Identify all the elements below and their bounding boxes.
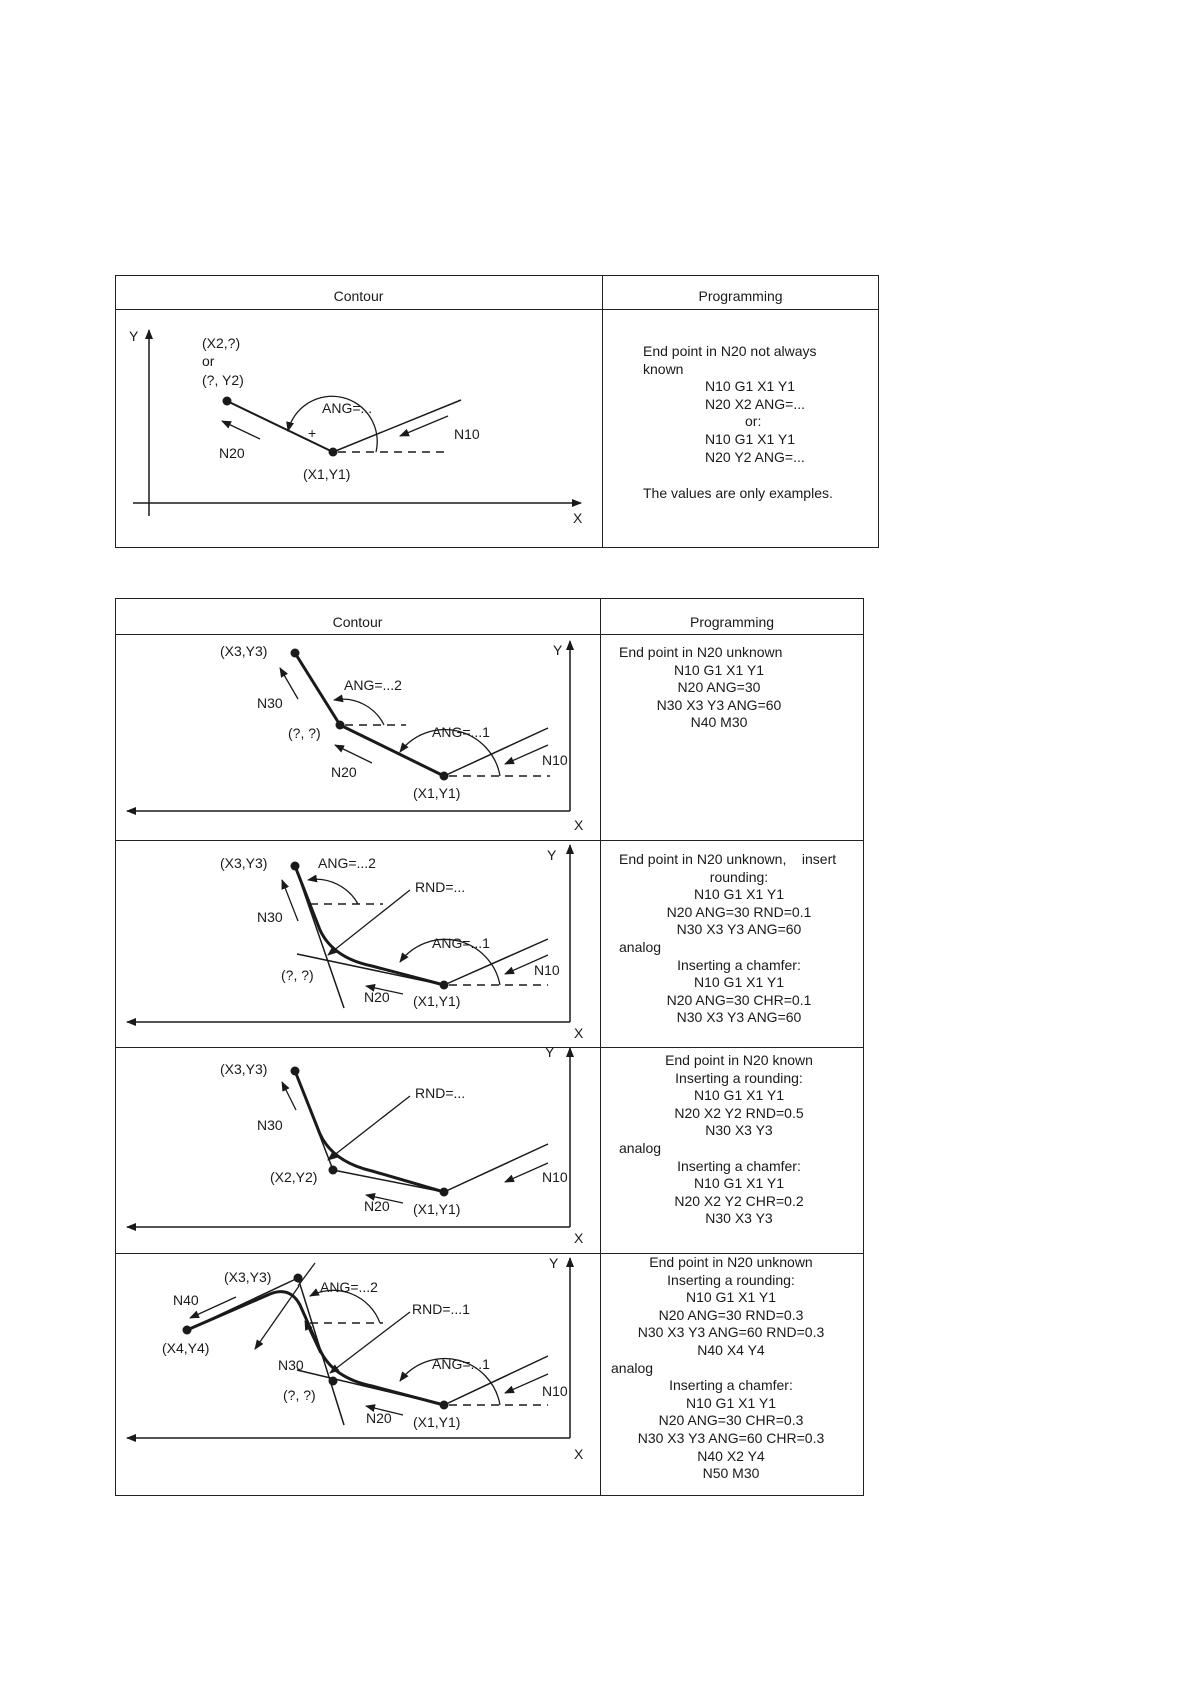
prog-line: analog (611, 1359, 654, 1376)
label-qq: (?, ?) (281, 967, 314, 983)
point-n20-end (329, 1377, 338, 1386)
x-axis-label: X (574, 1230, 584, 1246)
label-x1y1: (X1,Y1) (303, 466, 351, 482)
prog-line: N10 G1 X1 Y1 (693, 1087, 785, 1104)
prog-line: N20 Y2 ANG=... (705, 448, 805, 465)
prog-line: N10 G1 X1 Y1 (693, 1175, 785, 1192)
prog-line: N20 ANG=30 RND=0.1 (666, 903, 812, 920)
prog-line: analog (619, 1139, 662, 1156)
prog-line: N20 X2 Y2 CHR=0.2 (674, 1192, 804, 1209)
label-ang1: ANG=...1 (432, 724, 490, 740)
prog-line: N30 X3 Y3 ANG=60 CHR=0.3 (637, 1429, 825, 1446)
label-x3y3: (X3,Y3) (220, 1061, 268, 1077)
prog-line: N30 X3 Y3 (705, 1122, 773, 1139)
prog-line: N10 G1 X1 Y1 (705, 430, 796, 447)
table-2-header-contour: Contour (332, 614, 383, 630)
label-n10: N10 (542, 1169, 568, 1185)
label-x2q: (X2,?) (202, 335, 241, 351)
prog-line: analog (619, 938, 662, 955)
prog-line: N20 ANG=30 RND=0.3 (658, 1306, 804, 1323)
prog-line: N10 G1 X1 Y1 (673, 661, 765, 678)
prog-line: N20 X2 ANG=... (705, 395, 805, 412)
prog-line: The values are only examples. (643, 485, 833, 502)
y-axis-label: Y (547, 847, 557, 863)
prog-line: Inserting a rounding: (667, 1271, 795, 1288)
prog-line: N30 X3 Y3 ANG=60 (676, 1009, 802, 1026)
prog-line: or: (745, 413, 762, 430)
label-ang1: ANG=...1 (432, 935, 490, 951)
label-ang: ANG=... (322, 400, 373, 416)
label-qq: (?, ?) (283, 1387, 316, 1403)
label-ang1: ANG=...1 (432, 1356, 490, 1372)
prog-line: End point in N20 unknown (619, 644, 783, 660)
x-axis-label: X (573, 510, 583, 526)
label-n20: N20 (219, 445, 245, 461)
prog-line: N30 X3 Y3 (705, 1210, 773, 1227)
prog-line: Inserting a chamfer: (677, 1157, 801, 1174)
label-rnd: RND=... (415, 879, 466, 895)
prog-line: N20 ANG=30 CHR=0.1 (666, 991, 812, 1008)
label-n10: N10 (454, 426, 480, 442)
prog-line: End point in N20 known (665, 1052, 813, 1068)
label-n20: N20 (366, 1410, 392, 1426)
x-axis-label: X (574, 817, 584, 833)
prog-line: N40 M30 (690, 714, 748, 731)
table-2-header-programming: Programming (689, 614, 775, 630)
angle-arc-2 (310, 1290, 380, 1323)
label-plus: + (308, 425, 317, 441)
prog-line: rounding: (709, 868, 769, 885)
prog-line: End point in N20 unknown, insert (619, 851, 837, 867)
rnd2-pointer (330, 1312, 410, 1373)
label-x1y1: (X1,Y1) (413, 1201, 461, 1217)
prog-line: known (643, 360, 684, 377)
table-1-header-contour: Contour (333, 288, 384, 304)
label-n20: N20 (364, 1198, 390, 1214)
table-1-header-programming: Programming (698, 288, 783, 304)
prog-line: N30 X3 Y3 ANG=60 (656, 696, 782, 713)
prog-line: Inserting a chamfer: (669, 1377, 793, 1394)
prog-line: N10 G1 X1 Y1 (693, 886, 785, 903)
prog-line: N10 G1 X1 Y1 (685, 1394, 777, 1411)
x-axis-label: X (574, 1446, 584, 1462)
prog-line: End point in N20 not always (643, 343, 817, 359)
prog-line: N30 X3 Y3 ANG=60 RND=0.3 (637, 1324, 825, 1341)
label-n10: N10 (542, 752, 568, 768)
label-rnd1: RND=...1 (412, 1301, 470, 1317)
prog-line: N40 X2 Y4 (697, 1447, 765, 1464)
prog-line: End point in N20 unknown (649, 1254, 813, 1270)
label-n10: N10 (542, 1383, 568, 1399)
prog-line: N10 G1 X1 Y1 (693, 974, 785, 991)
label-rnd: RND=... (415, 1085, 466, 1101)
y-axis-label: Y (549, 1255, 559, 1271)
label-x2y2: (X2,Y2) (270, 1169, 318, 1185)
prog-line: N50 M30 (702, 1465, 760, 1482)
y-axis-label: Y (553, 642, 563, 658)
point-x4y4 (183, 1326, 192, 1335)
x-axis-label: X (574, 1025, 584, 1041)
prog-line: Inserting a chamfer: (677, 956, 801, 973)
point-x1y1 (440, 1401, 449, 1410)
label-ang2: ANG=...2 (320, 1279, 378, 1295)
label-x3y3: (X3,Y3) (220, 855, 268, 871)
label-x3y3: (X3,Y3) (220, 643, 268, 659)
prog-line: N20 X2 Y2 RND=0.5 (674, 1104, 804, 1121)
prog-line: Inserting a rounding: (675, 1069, 803, 1086)
label-x1y1: (X1,Y1) (413, 993, 461, 1009)
label-x1y1: (X1,Y1) (413, 785, 461, 801)
label-n30: N30 (257, 695, 283, 711)
prog-line: N40 X4 Y4 (697, 1341, 765, 1358)
label-n20: N20 (364, 989, 390, 1005)
prog-line: N10 G1 X1 Y1 (685, 1289, 777, 1306)
label-or: or (202, 353, 215, 369)
row-4-programming (611, 1254, 851, 1483)
y-axis-label: Y (129, 328, 139, 344)
label-ang2: ANG=...2 (318, 855, 376, 871)
label-n20: N20 (331, 764, 357, 780)
label-qy2: (?, Y2) (202, 372, 244, 388)
label-n40: N40 (173, 1292, 199, 1308)
prog-line: N30 X3 Y3 ANG=60 (676, 921, 802, 938)
prog-line: N20 ANG=30 (677, 679, 761, 696)
label-ang2: ANG=...2 (344, 677, 402, 693)
label-x1y1: (X1,Y1) (413, 1414, 461, 1430)
label-n30: N30 (278, 1357, 304, 1373)
label-x4y4: (X4,Y4) (162, 1340, 210, 1356)
prog-line: N10 G1 X1 Y1 (705, 378, 796, 395)
label-x3y3: (X3,Y3) (224, 1269, 272, 1285)
label-n30: N30 (257, 909, 283, 925)
prog-line: N20 ANG=30 CHR=0.3 (658, 1412, 804, 1429)
label-n30: N30 (257, 1117, 283, 1133)
label-n10: N10 (534, 962, 560, 978)
label-qq: (?, ?) (288, 725, 321, 741)
y-axis-label: Y (545, 1044, 555, 1060)
